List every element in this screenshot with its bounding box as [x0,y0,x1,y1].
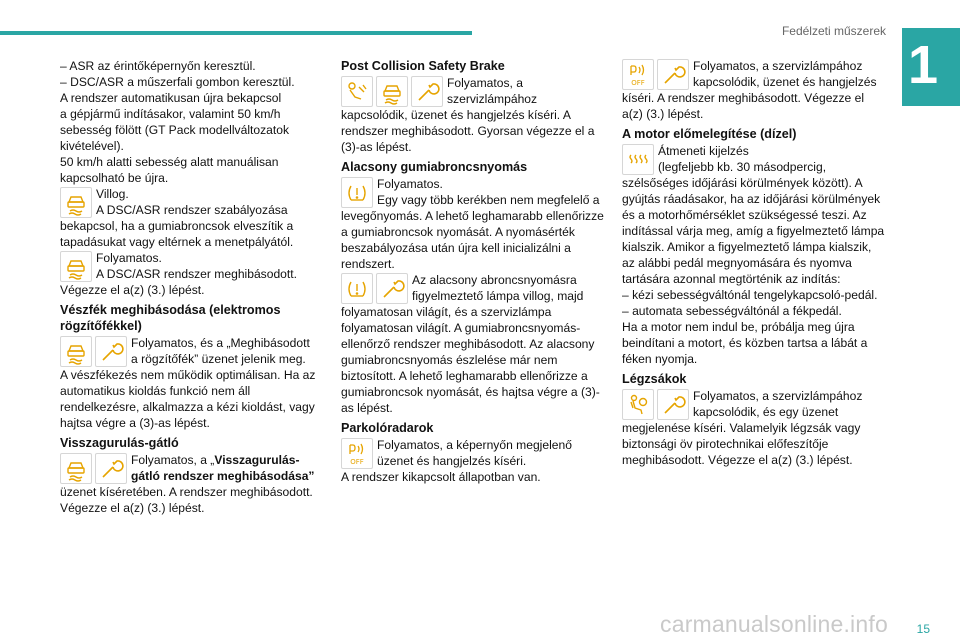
list-item: – kézi sebességváltónál tengelykapcsoló-pedál. [622,288,878,302]
warning-block [60,250,325,282]
block-text: Végezze el a(z) (3.) lépést. [60,283,205,297]
text-line: A rendszer automatikusan újra bekapcsol [60,91,282,105]
chapter-number: 1 [908,35,939,95]
wrench-icon [657,389,689,420]
column-3 [622,58,887,468]
block-text: szélsőséges időjárási körülmények között). A gyújtás ráadásakor, ha az időjárási körülmények és a motorhőmérséklet szükségessé teszi. Az indítással várja meg, amíg a figyelmeztető lámpa kialszik. Amikor a figyelmeztető lámpa kialszik, az alábbi pedál megnyomására és nyomva tartására azonnal megtörténik az indítás: [622,176,885,286]
wrench-icon [376,273,408,304]
dsc-skid-icon [60,251,92,282]
block-line: üzenet és hangjelzés kíséri. [377,454,527,468]
header-title: Fedélzeti műszerek [781,24,886,38]
block-line-bold: Visszagurulás- [214,453,300,467]
warning-block [341,75,604,107]
block-text: A rendszer kikapcsolt állapotban van. [341,470,541,484]
text-line: 50 km/h alatti sebesség alatt manuálisan [60,155,279,169]
off-label: OFF [350,458,364,466]
block-line: kapcsolódik, üzenet és hangjelzés [693,75,877,89]
wrench-icon [95,453,127,484]
text-line: – DSC/ASR a műszerfali gombon keresztül. [60,75,295,89]
text-line: kapcsolható be újra. [60,171,169,185]
watermark: carmanualsonline.info [660,611,888,637]
warning-block [341,437,604,469]
block-text: Ha a motor nem indul be, próbálja meg újra beindítani a motort, és közben tartsa a lábát a féken nyomja. [622,320,868,366]
warning-block [60,452,325,484]
block-text: folyamatosan világít, és a szervizlámpa folyamatosan világít. A gumiabroncsnyomás-ellenőrző rendszer meghibásodott. Az alacsony gumiabroncsnyomás észlelése már nem biztosított. A lehető leghamarabb ellenőrizze a gumiabroncsok nyomását, és hajtsa végre a (3)-as lépést. [341,305,600,415]
wrench-icon [95,336,127,367]
block-line: (legfeljebb kb. 30 másodpercig, [658,160,827,174]
block-line: A DSC/ASR rendszer szabályozása [96,203,288,217]
warning-block [60,335,325,367]
wrench-icon [657,59,689,90]
dsc-skid-icon [60,453,92,484]
block-line: kapcsolódik, és egy üzenet [693,405,839,419]
dsc-skid-icon [60,187,92,218]
section-heading: A motor előmelegítése (dízel) [622,127,797,141]
off-label: OFF [631,79,645,87]
block-line: a rögzítőfék” üzenet jelenik meg. [131,352,306,366]
block-line: szervizlámpához [447,92,538,106]
park-sensor-off-icon [341,438,373,469]
block-line: Folyamatos, a [447,76,523,90]
chapter-tab [902,28,960,106]
warning-block [60,186,325,218]
section-heading: Vészfék meghibásodása (elektromos rögzítőfékkel) [60,303,281,333]
block-line: A DSC/ASR rendszer meghibásodott. [96,267,297,281]
block-text: bekapcsol, ha a gumiabroncsok elveszítik a tapadásukat vagy eltérnek a menetpályától. [60,219,294,249]
block-line: Folyamatos, a szervizlámpához [693,59,863,73]
header-rule [0,31,472,35]
glow-plug-icon [622,144,654,175]
column-1 [60,58,325,516]
tyre-pressure-icon [341,177,373,208]
text-line: kivételével). [60,139,124,153]
block-line: Az alacsony abroncsnyomásra [412,273,577,287]
park-sensor-off-icon [622,59,654,90]
section-heading: Légzsákok [622,372,687,386]
block-line: figyelmeztető lámpa villog, majd [412,289,584,303]
block-line-pre: Folyamatos, a „ [131,453,215,467]
section-heading: Visszagurulás-gátló [60,436,179,450]
dsc-skid-icon [60,336,92,367]
block-line: Folyamatos, a szervizlámpához [693,389,863,403]
section-heading: Parkolóradarok [341,421,434,435]
text-line: a gépjármű indításakor, valamint 50 km/h [60,107,281,121]
block-line: Folyamatos. [96,251,162,265]
block-line: Folyamatos. [377,177,443,191]
block-text: kapcsolódik, üzenet és hangjelzés kíséri. A rendszer meghibásodott. Gyorsan végezze el a (3)-as lépést. [341,108,595,154]
column-2 [341,58,604,485]
section-heading: Alacsony gumiabroncsnyomás [341,160,528,174]
list-item: – automata sebességváltónál a fékpedál. [622,304,842,318]
tyre-pressure-icon [341,273,373,304]
text-line: – ASR az érintőképernyőn keresztül. [60,59,256,73]
page-number: 15 [916,622,930,636]
warning-block [622,143,887,175]
airbag-icon [622,389,654,420]
dsc-skid-icon [376,76,408,107]
block-text: kíséri. A rendszer meghibásodott. Végezze el a(z) (3.) lépést. [622,91,865,121]
warning-block [341,272,604,304]
collision-icon [341,76,373,107]
block-line: Folyamatos, a képernyőn megjelenő [377,438,572,452]
section-heading: Post Collision Safety Brake [341,59,505,73]
block-line: Villog. [96,187,129,201]
block-text: üzenet kíséretében. A rendszer meghibásodott. Végezze el a(z) (3.) lépést. [60,485,313,515]
warning-block [341,176,604,208]
block-line: Egy vagy több kerékben nem megfelelő a [377,193,600,207]
block-text: levegőnyomás. A lehető leghamarabb ellenőrizze a gumiabroncsok nyomását. A nyomásérték beszabályozása után újra kell inicializálni a rendszert. [341,209,604,271]
block-line: Átmeneti kijelzés [658,144,749,158]
block-line-bold: gátló rendszer meghibásodása” [131,469,315,483]
block-text: A vészfékezés nem működik optimálisan. Ha az automatikus kioldás funkció nem áll rendelkezésre, alkalmazza a kézi kioldást, vagy hajtsa végre a (3)-as lépést. [60,368,316,430]
block-text: megjelenése kíséri. Valamelyik légzsák vagy biztonsági öv pirotechnikai előfeszítője meghibásodott. Végezze el a(z) (3.) lépést. [622,421,861,467]
warning-block [622,58,887,90]
block-line: Folyamatos, és a „Meghibásodott [131,336,310,350]
text-line: sebesség fölött (GT Pack modellváltozatok [60,123,289,137]
warning-block [622,388,887,420]
wrench-icon [411,76,443,107]
